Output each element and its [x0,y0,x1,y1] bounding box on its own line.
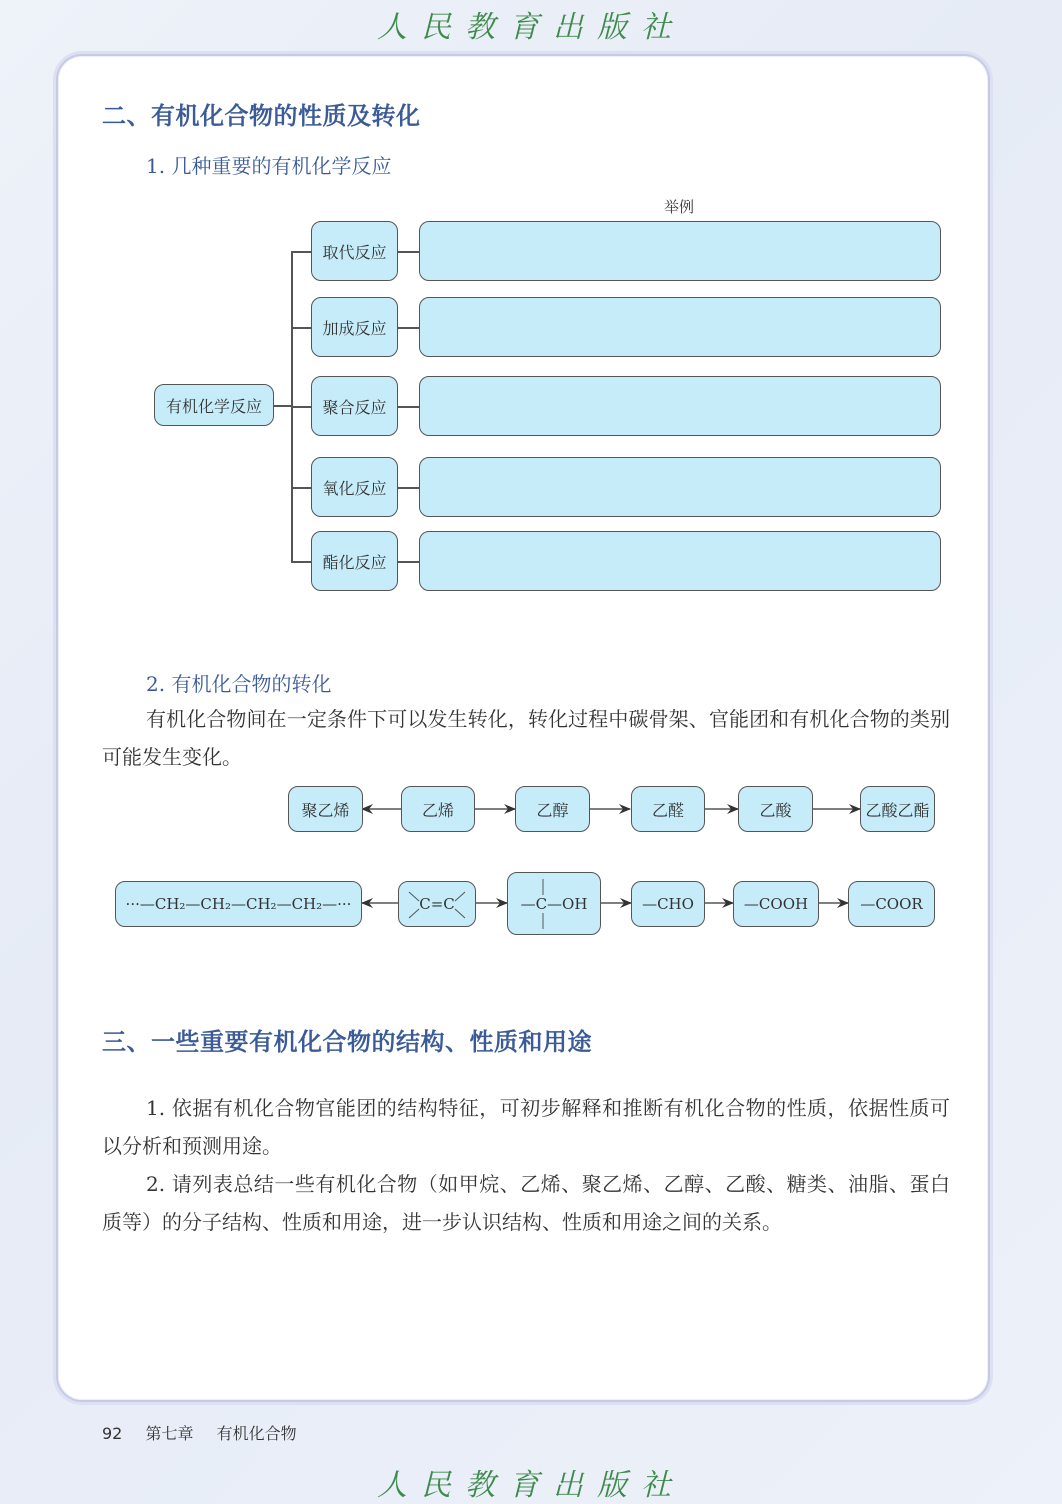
conversion-paragraph: 有机化合物间在一定条件下可以发生转化，转化过程中碳骨架、官能团和有机化合物的类别可能发生变化。 [102,707,950,769]
subsection-title-conversion: 2. 有机化合物的转化 [146,672,332,696]
reaction-label: 氧化反应 [322,478,387,498]
group-alcohol [507,872,601,935]
compound-label: 乙醇 [536,800,569,820]
compound-ethyl-acetate [860,786,935,832]
chapter-number: 第七章 [145,1424,194,1443]
formula-label: —C—OH [520,894,588,913]
compound-polyethylene [288,786,363,832]
formula-label: —CHO [642,895,694,913]
compound-label: 乙醛 [651,800,684,820]
section3-item-1: 1. 依据有机化合物官能团的结构特征，可初步解释和推断有机化合物的性质，依据性质可以分析和预测用途。 [102,1096,950,1158]
publisher-logo-top: 人民教育出版社 [377,10,685,45]
section-title-2: 二、有机化合物的性质及转化 [102,102,421,130]
reaction-label: 取代反应 [322,242,387,262]
compound-label: 乙烯 [421,800,454,820]
reaction-label: 聚合反应 [322,397,387,417]
compound-acetic-acid [738,786,813,832]
example-column-label: 举例 [664,198,695,216]
section3-item-2: 2. 请列表总结一些有机化合物（如甲烷、乙烯、聚乙烯、乙醇、乙酸、糖类、油脂、蛋白质等）的分子结构、性质和用途，进一步认识结构、性质和用途之间的关系。 [102,1172,950,1234]
formula-label: —COOH [743,895,809,913]
group-aldehyde [631,881,705,927]
reaction-label: 加成反应 [322,318,387,338]
page-footer [102,1421,315,1444]
formula-label: —COOR [860,895,923,913]
compound-acetaldehyde [631,786,705,832]
chapter-title: 有机化合物 [216,1424,297,1443]
compound-ethylene [401,786,475,832]
compound-label: 聚乙烯 [301,800,350,820]
group-polymer-chain [115,881,362,927]
root-node-label: 有机化学反应 [165,396,262,416]
formula-label: ···—CH₂—CH₂—CH₂—CH₂—··· [125,895,352,913]
compound-label: 乙酸 [759,800,792,820]
formula-label: C=C [419,895,455,913]
publisher-logo-bottom: 人民教育出版社 [377,1468,685,1503]
page-number: 92 [102,1424,123,1443]
subsection-title-reactions: 1. 几种重要的有机化学反应 [146,154,392,178]
group-ester [848,881,935,927]
compound-label: 乙酸乙酯 [865,800,930,820]
group-alkene [398,881,476,927]
group-carboxylic-acid [733,881,819,927]
compound-ethanol [515,786,590,832]
section-title-3: 三、一些重要有机化合物的结构、性质和用途 [102,1028,592,1056]
reaction-label: 酯化反应 [322,552,387,572]
